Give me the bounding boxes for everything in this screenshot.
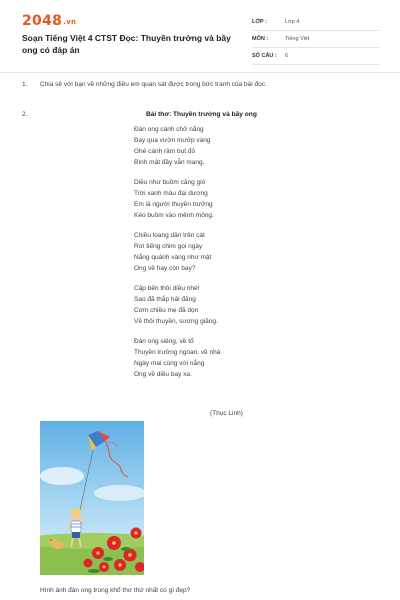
meta-row-subject: [252, 31, 380, 48]
poem-line: Em là người thuyền trưởng: [134, 201, 213, 208]
poem-line: Bay qua vườn mướp vàng: [134, 137, 211, 144]
stanza-gap: [134, 274, 220, 283]
question-text: Hình ảnh đàn ong trong khổ thơ thứ nhất có gì đẹp?: [40, 587, 191, 594]
poem-line: Về thôi thuyền, sương giăng.: [134, 318, 218, 325]
question-text: Chia sẻ với bạn về những điều em quan sát được trong bức tranh của bài đọc.: [40, 81, 267, 88]
header-divider: [0, 72, 400, 73]
poem-line: Nắng quánh vàng như mật: [134, 254, 212, 261]
meta-key: SỐ CÂU :: [252, 53, 277, 59]
poem-body: [134, 124, 220, 380]
stanza-gap: [134, 168, 220, 177]
boy-kite-image: [40, 421, 144, 575]
document-meta: [252, 14, 380, 65]
meta-value: Tiếng Việt: [285, 36, 310, 42]
poem-line: Thuyền trưởng ngoan, về nhà: [134, 349, 221, 356]
poem-line: Sao đã thắp hải đăng: [134, 296, 196, 303]
document-title: Soạn Tiếng Việt 4 CTST Đọc: Thuyền trưởng và bầy ong có đáp án: [22, 33, 231, 55]
meta-value: Lớp 4: [285, 19, 300, 25]
poem-line: Rơi tiếng chim gọi ngày: [134, 243, 203, 250]
meta-value: 6: [285, 53, 289, 59]
meta-key: LỚP :: [252, 19, 267, 25]
poem-line: Đàn ong cánh chở nắng: [134, 126, 204, 133]
poem-line: Trời xanh màu đại dương: [134, 190, 208, 197]
question-number: 2.: [22, 111, 28, 118]
document-header: [0, 0, 400, 70]
poem-line: Ghé cánh râm bụt đỏ: [134, 148, 196, 155]
meta-key: MÔN :: [252, 36, 269, 42]
logo-text: 2048: [22, 13, 63, 29]
meta-row-grade: [252, 14, 380, 31]
question-number: 1.: [22, 81, 28, 88]
poem-line: Ong về diều bay xa.: [134, 371, 192, 378]
poem-line: Đàn ong siêng, về tổ: [134, 338, 194, 345]
poem-line: Cơm chiều mẹ đã dọn: [134, 307, 199, 314]
stanza-gap: [134, 221, 220, 230]
poem-title: Bài thơ: Thuyền trưởng và bầy ong: [146, 111, 257, 118]
poem-line: Cập bến thôi diều nhé!: [134, 285, 200, 292]
site-logo[interactable]: [22, 13, 76, 29]
poem-line: Diều như buồm căng gió: [134, 179, 206, 186]
logo-suffix: .vn: [63, 18, 77, 26]
poem-line: Kéo buồm vào mênh mông.: [134, 212, 214, 219]
poem-line: Ong về hay còn bay?: [134, 265, 196, 272]
poem-author: (Thục Linh): [210, 410, 243, 417]
kite-illustration: [40, 421, 144, 575]
poem-line: Bình mật đầy vẫn mang.: [134, 159, 205, 166]
stanza-gap: [134, 327, 220, 336]
meta-row-question-count: [252, 48, 380, 65]
poem-line: Chiều loang dần trên cát: [134, 232, 205, 239]
poem-line: Ngày mai cùng với nắng: [134, 360, 205, 367]
